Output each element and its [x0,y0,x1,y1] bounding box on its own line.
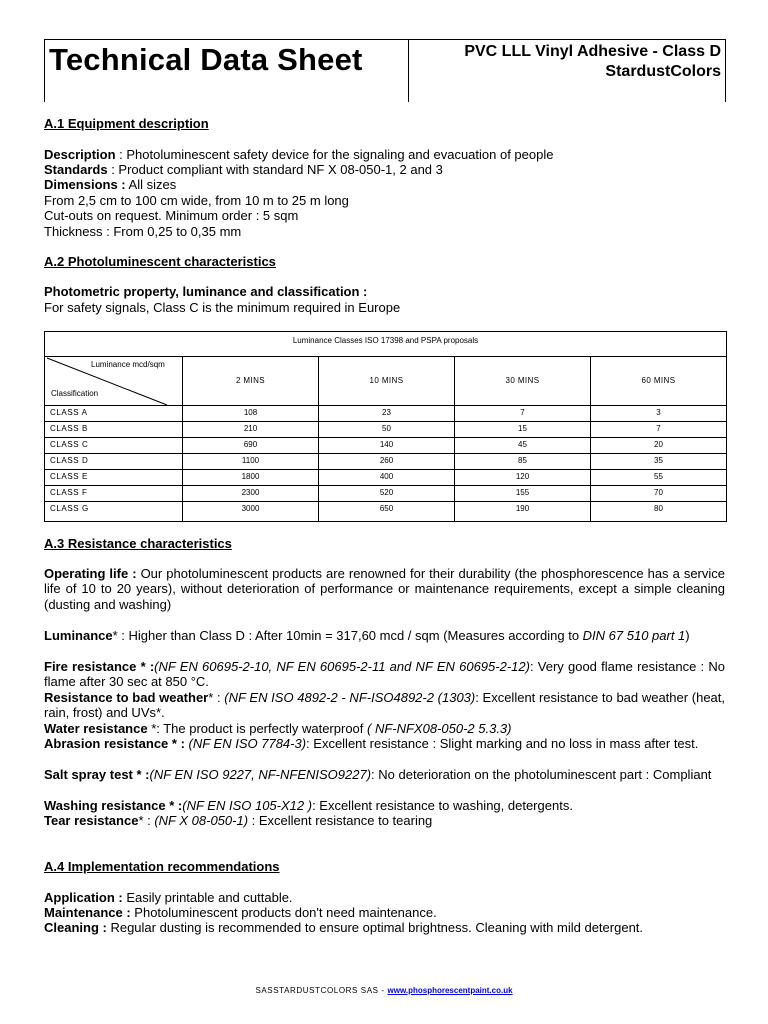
fire-resistance-ref: (NF EN 60695-2-10, NF EN 60695-2-11 and NF EN 60695-2-12) [154,659,530,674]
header-divider [408,40,409,102]
cell-value: 650 [379,504,394,513]
photometric-subheading: Photometric property, luminance and classification : [44,284,368,299]
washing-star: * : [165,798,183,813]
header-left-border [44,40,45,102]
section-a1-heading: A.1 Equipment description [44,116,209,131]
tear-resistance-ref: (NF X 08-050-1) [154,813,249,828]
salt-spray-ref: (NF EN ISO 9227, NF-NFENISO9227) [149,767,372,782]
corner-luminance-label: Luminance mcd/sqm [91,360,165,369]
cell-value: 210 [243,424,258,433]
size-line: From 2,5 cm to 100 cm wide, from 10 m to 25 m long [44,193,349,208]
col-header-2min: 2 MINS [235,376,266,385]
standards-line [44,162,725,177]
salt-spray-label: Salt spray test [44,767,133,782]
cleaning-line [44,920,725,935]
weather-resistance-ref: (NF EN ISO 4892-2 - NF-ISO4892-2 (1303) [220,690,476,705]
cell-value: 3000 [241,504,260,513]
salt-spray-text: : No deterioration on the photoluminescent part : Compliant [371,767,712,782]
section-a3-heading: A.3 Resistance characteristics [44,536,232,551]
cleaning-text: Regular dusting is recommended to ensure optimal brightness. Cleaning with mild detergent. [106,920,644,935]
tear-star: * : [138,813,155,828]
cell-value: 400 [379,472,394,481]
row-label: CLASS A [50,408,88,417]
safety-signals-text: For safety signals, Class C is the minimum required in Europe [44,300,401,315]
cell-value: 1800 [241,472,260,481]
corner-classification-label: Classification [51,389,99,398]
washing-resistance-label: Washing resistance [44,798,166,813]
cell-value: 20 [654,440,663,449]
application-text: Easily printable and cuttable. [122,890,293,905]
cutouts-line: Cut-outs on request. Minimum order : 5 sqm [44,208,299,223]
washing-resistance-text: : Excellent resistance to washing, detergents. [312,798,573,813]
washing-resistance-ref: (NF EN ISO 105-X12 ) [182,798,313,813]
row-label: CLASS E [50,472,88,481]
abrasion-resistance-ref: (NF EN ISO 7784-3) [184,736,307,751]
header-right-border [725,40,726,102]
cell-value: 35 [654,456,663,465]
luminance-label: Luminance [44,628,113,643]
maintenance-text: Photoluminescent products don't need maintenance. [130,905,437,920]
cell-value: 140 [379,440,394,449]
cell-value: 190 [515,504,530,513]
salt-spray-paragraph [44,767,725,782]
luminance-ref: DIN 67 510 part 1 [582,628,686,643]
operating-life-label: Operating life : [44,566,137,581]
row-label: CLASS C [50,440,89,449]
cell-value: 85 [518,456,527,465]
product-name [464,42,721,82]
product-line-1: PVC LLL Vinyl Adhesive - Class D [464,43,721,60]
weather-star: * : [208,690,221,705]
dimensions-text: All sizes [125,177,177,192]
water-resistance-line [44,721,725,736]
luminance-table [44,331,727,522]
abrasion-resistance-paragraph [44,736,725,751]
tear-resistance-label: Tear resistance [44,813,139,828]
abrasion-star: * : [168,736,185,751]
tear-resistance-text: : Excellent resistance to tearing [248,813,433,828]
table-caption: Luminance Classes ISO 17398 and PSPA proposals [292,336,479,345]
cell-value: 260 [379,456,394,465]
col-header-30min: 30 MINS [505,376,540,385]
section-a2-heading: A.2 Photoluminescent characteristics [44,254,276,269]
cell-value: 7 [520,408,525,417]
section-a4-heading: A.4 Implementation recommendations [44,859,280,874]
row-border [45,437,726,438]
row-border [45,421,726,422]
luminance-end: ) [685,628,690,643]
water-resistance-ref: ( NF-NFX08-050-2 5.3.3) [367,721,512,736]
cell-value: 23 [382,408,391,417]
cell-value: 1100 [241,456,260,465]
cell-value: 108 [243,408,258,417]
row-border [45,469,726,470]
weather-resistance-label: Resistance to bad weather [44,690,209,705]
abrasion-resistance-label: Abrasion resistance [44,736,169,751]
thickness-line: Thickness : From 0,25 to 0,35 mm [44,224,242,239]
luminance-star: * : [112,628,125,643]
operating-life-text: Our photoluminescent products are renowned for their durability (the phosphorescence has a service life of 10 to 20 years), without deterioration of performance or maintenance requirements, except a simple cleaning (dusting and washing) [44,566,725,612]
cell-value: 15 [518,424,527,433]
application-label: Application : [44,890,123,905]
maintenance-line [44,905,725,920]
weather-resistance-paragraph [44,690,725,721]
cell-value: 45 [518,440,527,449]
product-line-2: StardustColors [605,63,721,80]
salt-star: * : [132,767,150,782]
row-border [45,501,726,502]
operating-life-paragraph [44,566,725,612]
row-border [45,485,726,486]
description-line [44,147,725,162]
footer-website-link[interactable]: www.phosphorescentpaint.co.uk [387,986,513,995]
cleaning-label: Cleaning : [44,920,107,935]
cell-value: 120 [515,472,530,481]
luminance-paragraph [44,628,725,643]
cell-value: 520 [379,488,394,497]
cell-value: 2300 [241,488,260,497]
standards-text: : Product compliant with standard NF X 08-050-1, 2 and 3 [107,162,443,177]
water-star: * [147,721,157,736]
description-text: : Photoluminescent safety device for the signaling and evacuation of people [115,147,554,162]
footer [0,986,768,995]
standards-label: Standards [44,162,108,177]
maintenance-label: Maintenance : [44,905,131,920]
cell-value: 50 [382,424,391,433]
water-resistance-text: : The product is perfectly waterproof [156,721,367,736]
row-label: CLASS B [50,424,88,433]
fire-star: * : [136,659,155,674]
cell-value: 155 [515,488,530,497]
fire-resistance-label: Fire resistance [44,659,137,674]
cell-value: 3 [656,408,661,417]
header-box [44,39,726,101]
document-title: Technical Data Sheet [49,42,363,77]
row-label: CLASS G [50,504,89,513]
cell-value: 70 [654,488,663,497]
fire-resistance-text: : Very good flame resistance : No flame after 30 sec at 850 °C. [44,659,725,690]
row-label: CLASS F [50,488,88,497]
col-header-60min: 60 MINS [641,376,676,385]
col-header-10min: 10 MINS [369,376,404,385]
weather-resistance-text: : Excellent resistance to bad weather (heat, rain, frost) and UVs*. [44,690,726,721]
cell-value: 7 [656,424,661,433]
row-border [45,453,726,454]
dimensions-label: Dimensions : [44,177,126,192]
cell-value: 690 [243,440,258,449]
dimensions-line [44,177,725,192]
footer-company: SASSTARDUSTCOLORS SAS - [255,986,388,995]
cell-value: 80 [654,504,663,513]
row-label: CLASS D [50,456,89,465]
abrasion-resistance-text: : Excellent resistance : Slight marking and no loss in mass after test. [306,736,699,751]
description-label: Description [44,147,116,162]
tear-resistance-line [44,813,725,828]
washing-resistance-line [44,798,725,813]
fire-resistance-paragraph [44,659,725,690]
water-resistance-label: Water resistance [44,721,148,736]
cell-value: 55 [654,472,663,481]
luminance-text: Higher than Class D : After 10min = 317,60 mcd / sqm (Measures according to [124,628,583,643]
application-line [44,890,725,905]
